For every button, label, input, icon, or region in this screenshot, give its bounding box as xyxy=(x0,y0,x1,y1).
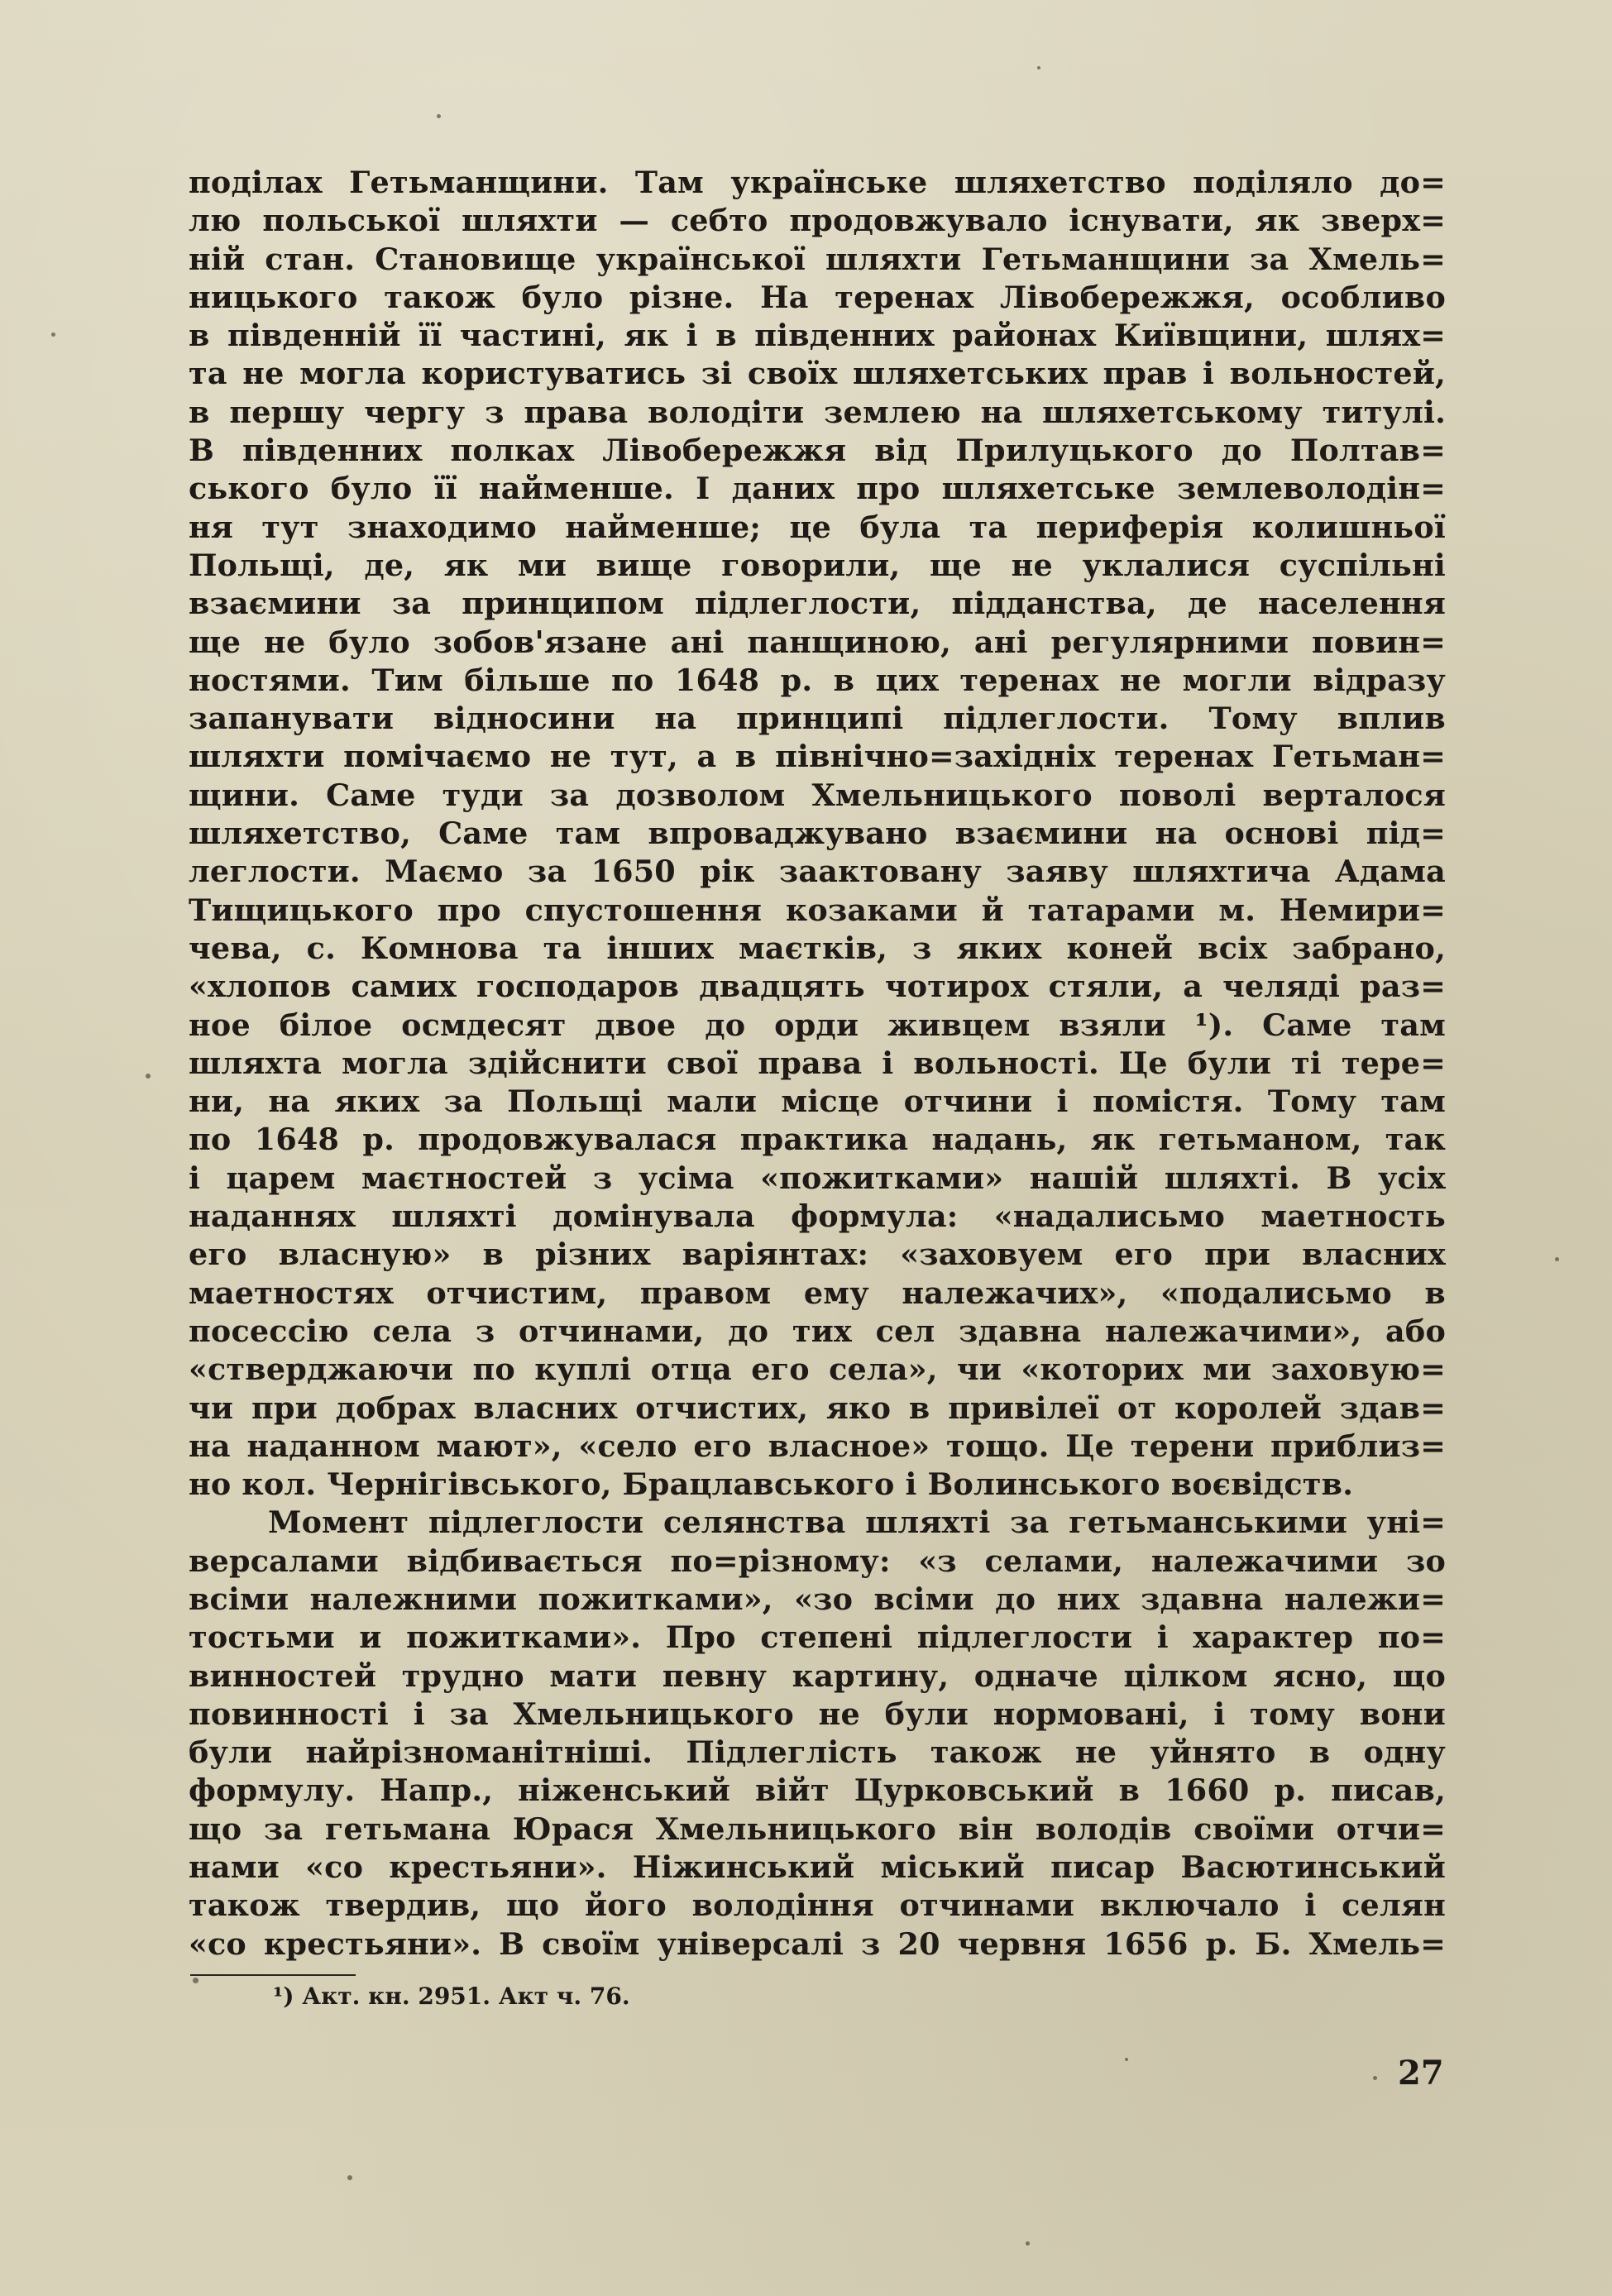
text-line: леглости. Маємо за 1650 рік заактовану заяву шляхтича Адама xyxy=(189,854,1446,890)
text-line: чева, с. Комнова та інших маєтків, з яких коней всіх забрано, xyxy=(189,930,1446,966)
text-line: ній стан. Становище української шляхти Гетьманщини за Хмель= xyxy=(189,241,1446,277)
text-line: «стверджаючи по куплі отца его села», чи «которих ми заховую= xyxy=(189,1351,1446,1388)
paper-speck xyxy=(437,114,441,118)
text-line: В південних полках Лівобережжя від Прилуцького до Полтав= xyxy=(189,433,1446,469)
text-line: і царем маєтностей з усіма «пожитками» нашій шляхті. В усіх xyxy=(189,1160,1446,1196)
text-line: ни, на яких за Польщі мали місце отчини і помістя. Тому там xyxy=(189,1083,1446,1120)
text-line: лю польської шляхти — себто продовжувало існувати, як зверх= xyxy=(189,203,1446,239)
text-line: нами «со крестьяни». Ніжинський міський писар Васютинський xyxy=(189,1849,1446,1886)
text-line: ського було її найменше. І даних про шляхетське землеволодін= xyxy=(189,471,1446,507)
text-line: винностей трудно мати певну картину, одначе цілком ясно, що xyxy=(189,1657,1446,1694)
paper-speck xyxy=(1125,2058,1128,2061)
text-line: також твердив, що його володіння отчинами включало і селян xyxy=(189,1887,1446,1924)
paper-speck xyxy=(1555,1257,1559,1261)
text-line: шляхти помічаємо не тут, а в північно=західніх теренах Гетьман= xyxy=(189,739,1446,775)
text-line: версалами відбивається по=різному: «з селами, належачими зо xyxy=(189,1543,1446,1579)
text-line: були найрізноманітніші. Підлеглість також не уйнято в одну xyxy=(189,1734,1446,1771)
text-line: на наданном мают», «село его власное» тощо. Це терени приблиз= xyxy=(189,1428,1446,1464)
text-line: та не могла користуватись зі своїх шляхетських прав і вольностей, xyxy=(189,356,1446,392)
text-line: шляхта могла здійснити свої права і вольності. Це були ті тере= xyxy=(189,1045,1446,1081)
text-line: формулу. Напр., ніженський війт Цурковський в 1660 р. писав, xyxy=(189,1772,1446,1809)
text-line: всіми належними пожитками», «зо всіми до них здавна належи= xyxy=(189,1581,1446,1617)
text-line: взаємини за принципом підлеглости, підданства, де населення xyxy=(189,586,1446,622)
text-line: Момент підлеглости селянства шляхті за гетьманськими уні= xyxy=(268,1504,1446,1541)
paper-speck xyxy=(51,332,55,337)
text-line: тостьми и пожитками». Про степені підлеглости і характер по= xyxy=(189,1619,1446,1656)
paper-speck xyxy=(1026,2241,1030,2246)
text-line: що за гетьмана Юрася Хмельницького він володів своїми отчи= xyxy=(189,1810,1446,1847)
text-line: ницького також було різне. На теренах Лівобережжя, особливо xyxy=(189,279,1446,315)
text-line: Польщі, де, як ми вище говорили, ще не уклалися суспільні xyxy=(189,547,1446,583)
text-line: щини. Саме туди за дозволом Хмельницького поволі верталося xyxy=(189,777,1446,813)
body-text xyxy=(189,164,1446,1964)
text-line: но кол. Чернігівського, Брацлавського і Волинського воєвідств. xyxy=(189,1466,1354,1503)
paper-speck xyxy=(1373,2076,1377,2080)
text-line: чи при добрах власних отчистих, яко в привілеї от королей здав= xyxy=(189,1390,1446,1426)
text-line: наданнях шляхті домінувала формула: «надалисьмо маетность xyxy=(189,1198,1446,1235)
footnote: ¹) Акт. кн. 2951. Акт ч. 76. xyxy=(273,1983,630,2010)
text-line: в південній її частині, як і в південних районах Київщини, шлях= xyxy=(189,318,1446,354)
text-line: маетностях отчистим, правом ему належачих», «подалисьмо в xyxy=(189,1275,1446,1311)
paper-speck xyxy=(347,2175,352,2180)
text-line: ное білое осмдесят двое до орди живцем взяли ¹). Саме там xyxy=(189,1007,1446,1043)
page-number: 27 xyxy=(1398,2054,1444,2093)
paper-speck xyxy=(193,1978,199,1983)
text-line: ще не було зобов'язане ані панщиною, ані регулярними повин= xyxy=(189,624,1446,660)
text-line: ностями. Тим більше по 1648 р. в цих теренах не могли відразу xyxy=(189,662,1446,698)
paper-speck xyxy=(146,1074,151,1079)
text-line: Тищицького про спустошення козаками й татарами м. Немири= xyxy=(189,892,1446,928)
footnote-divider xyxy=(190,1974,356,1976)
text-line: его власную» в різних варіянтах: «заховуем его при власних xyxy=(189,1236,1446,1273)
text-line: в першу чергу з права володіти землею на шляхетському титулі. xyxy=(189,394,1446,430)
text-line: «со крестьяни». В своїм універсалі з 20 червня 1656 р. Б. Хмель= xyxy=(189,1925,1446,1962)
paper-speck xyxy=(1037,66,1040,69)
text-line: поділах Гетьманщини. Там українське шляхетство поділяло до= xyxy=(189,165,1446,200)
text-line: повинності і за Хмельницького не були нормовані, і тому вони xyxy=(189,1696,1446,1732)
text-line: «хлопов самих господаров двадцять чотирох стяли, а челяді раз= xyxy=(189,969,1446,1005)
text-line: шляхетство, Саме там впроваджувано взаємини на основі під= xyxy=(189,816,1446,852)
text-line: ня тут знаходимо найменше; це була та периферія колишньої xyxy=(189,509,1446,545)
text-line: по 1648 р. продовжувалася практика надань, як гетьманом, так xyxy=(189,1122,1446,1158)
text-line: посессію села з отчинами, до тих сел здавна належачими», або xyxy=(189,1313,1446,1349)
text-line: запанувати відносини на принципі підлеглости. Тому вплив xyxy=(189,701,1446,737)
